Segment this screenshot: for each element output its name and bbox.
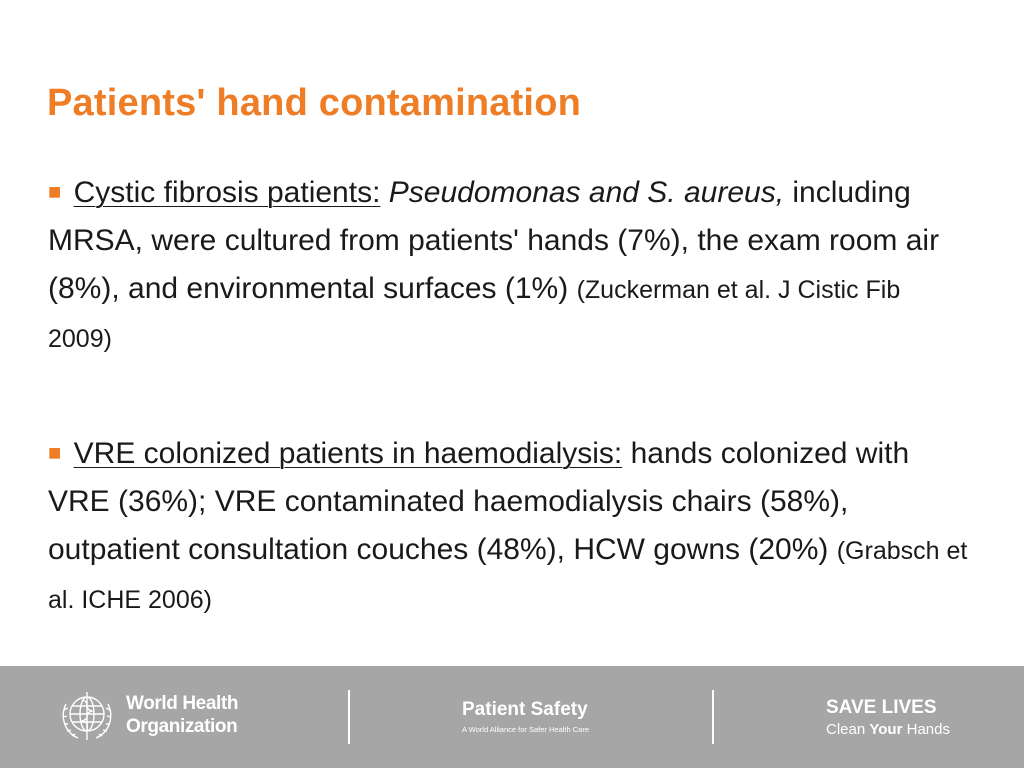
bullet-citation: (Zuckerman et al. J Cistic Fib 2009) — [48, 276, 901, 353]
who-name-line-2: Organization — [126, 716, 238, 737]
footer-divider — [348, 690, 350, 744]
tagline-bold: Your — [869, 721, 903, 738]
footer-bar — [0, 666, 1024, 768]
patient-safety-title: Patient Safety — [462, 699, 588, 720]
tagline-pre: Clean — [826, 721, 866, 738]
save-lives-tagline — [826, 720, 1006, 740]
bullet-vre-haemodialysis — [48, 429, 968, 624]
tagline-post: Hands — [906, 721, 950, 738]
save-lives-title: SAVE LIVES — [826, 697, 937, 718]
who-name — [126, 692, 326, 738]
footer-divider — [712, 690, 714, 744]
patient-safety-logo — [462, 698, 682, 736]
square-bullet-icon: ■ — [48, 440, 62, 465]
square-bullet-icon: ■ — [48, 179, 62, 204]
patient-safety-subtitle: A World Alliance for Safer Health Care — [462, 725, 590, 734]
bullet-italic: Pseudomonas and S. aureus, — [388, 176, 785, 209]
bullet-cystic-fibrosis — [48, 168, 968, 363]
bullet-body: including MRSA, were cultured from patients' hands (7%), the exam room air (8%), and environmental surfaces (1%) — [48, 176, 940, 305]
bullet-body: hands colonized with VRE (36%); VRE contaminated haemodialysis chairs (58%), outpatient consultation couches (48%), HCW gowns (20%) — [48, 437, 910, 566]
slide-title: Patients' hand contamination — [47, 82, 582, 124]
who-name-line-1: World Health — [126, 693, 239, 714]
bullet-lead: VRE colonized patients in haemodialysis: — [73, 437, 623, 470]
who-emblem-icon — [56, 686, 118, 748]
bullet-lead: Cystic fibrosis patients: — [73, 176, 381, 209]
save-lives-logo — [826, 696, 1006, 740]
bullet-citation: (Grabsch et al. ICHE 2006) — [48, 537, 968, 614]
